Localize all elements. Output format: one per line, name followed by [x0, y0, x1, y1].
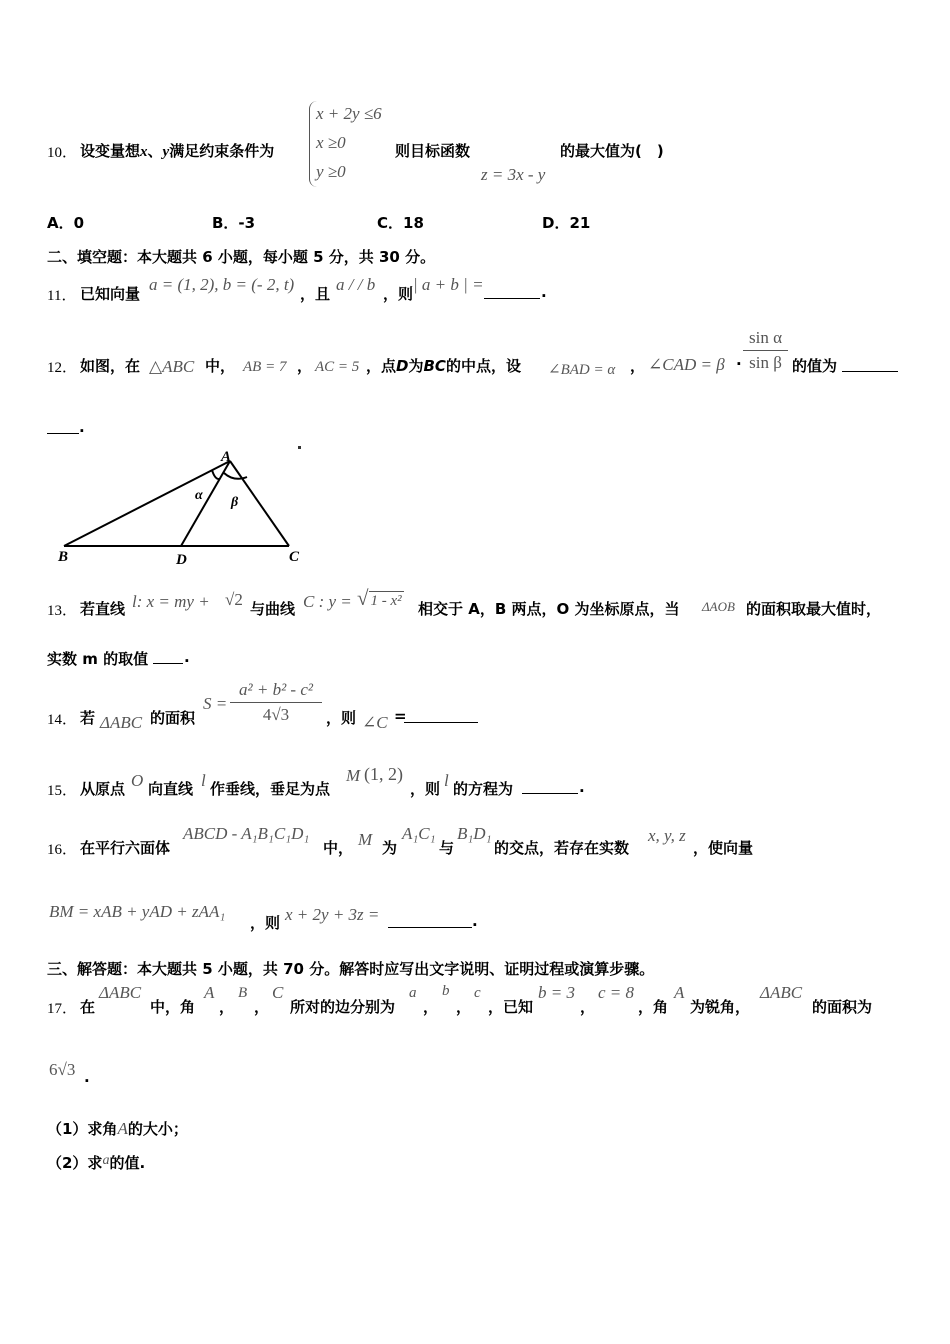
- q14-equals: =: [394, 707, 407, 725]
- q15-text-4: ，则: [410, 780, 441, 798]
- q15-line-l: l: [201, 771, 206, 790]
- q14-fraction: [230, 680, 322, 725]
- q17-part-2: [47, 1152, 145, 1173]
- q12-angle-bad: ∠BAD = α: [548, 362, 616, 378]
- q17-b-value: b = 3: [538, 983, 575, 1002]
- arc-beta: [224, 473, 247, 479]
- label-c: C: [289, 549, 300, 565]
- q10-option-b: B．-3: [212, 214, 256, 232]
- q11-answer-blank: [484, 282, 540, 299]
- q15-number: 15．: [47, 783, 78, 799]
- q17-comma-5: ，: [580, 998, 596, 1016]
- q14-fraction-denominator: 4√3: [262, 705, 290, 724]
- q13-text-4: 的面积取最大值时，: [746, 600, 882, 618]
- q15-point-m: M: [346, 766, 361, 785]
- q11-parallel: a / / b: [336, 275, 376, 294]
- q16-answer-blank: [388, 911, 472, 928]
- q10-objective: z = 3x - y: [481, 165, 546, 184]
- q13-answer-blank: [153, 647, 183, 664]
- q16-text-3: 为: [382, 839, 398, 857]
- q12-text-2: 中，: [205, 357, 236, 375]
- q17-part-2-label: （2）求: [47, 1154, 103, 1172]
- q13-sqrt-2: √2: [225, 590, 243, 609]
- q13-radical: [357, 586, 404, 611]
- q13-text-1: 若直线: [80, 600, 126, 618]
- q12-sep-1: ，: [297, 357, 313, 375]
- q10-sep: 、: [147, 142, 163, 160]
- q17-side-a: a: [409, 985, 417, 1001]
- q12-point-d: D: [396, 357, 409, 375]
- arc-alpha: [212, 470, 220, 479]
- q11-text-2: ，且: [300, 285, 331, 303]
- q17-text-6: 为锐角，: [690, 998, 751, 1016]
- q14-answer-blank: [404, 706, 478, 723]
- q11-text-3: ，则: [383, 285, 414, 303]
- q17-triangle: ΔABC: [99, 983, 142, 1002]
- q17-part-1: [47, 1118, 188, 1139]
- q14-triangle: ΔABC: [100, 713, 143, 732]
- q14-text-1: 若: [80, 709, 96, 727]
- q12-angle-cad: ∠CAD = β: [648, 355, 725, 374]
- q12-ac: AC = 5: [315, 359, 360, 375]
- q15-text-3: 作垂线，垂足为点: [210, 780, 331, 798]
- q13-text-3: 相交于 A，B 两点，O 为坐标原点，当: [418, 600, 680, 618]
- q17-side-c: c: [474, 985, 481, 1001]
- q17-angle-a-2: A: [674, 983, 685, 1002]
- q12-ratio: [743, 328, 788, 373]
- q17-comma-2: ，: [254, 998, 270, 1016]
- q16-diagonal-b1d1: B₁D₁: [457, 824, 492, 843]
- q12-answer-blank-1: [842, 355, 898, 372]
- q15-text-5: 的方程为: [453, 780, 514, 798]
- q15-answer-blank: [522, 777, 578, 794]
- q17-part-1-var: A: [117, 1119, 128, 1138]
- q16-text-1: 在平行六面体: [80, 839, 171, 857]
- q10-number: 10．: [47, 145, 78, 161]
- q17-side-b: b: [442, 983, 450, 999]
- q16-number: 16．: [47, 842, 78, 858]
- q15-tail: .: [579, 778, 585, 796]
- q15-line-l-2: l: [444, 771, 449, 790]
- q12-stem-mid: [366, 355, 521, 376]
- q17-triangle-2: ΔABC: [760, 983, 803, 1002]
- q10-constraint-3: y ≥0: [316, 162, 346, 181]
- q17-part-1-tail: 的大小；: [127, 1120, 188, 1138]
- q10-constraint-1: x + 2y ≤6: [316, 104, 382, 123]
- q12-ratio-numerator: sin α: [743, 328, 788, 351]
- q12-sep-2: ，: [630, 357, 646, 375]
- q14-s-equals: S =: [203, 694, 228, 713]
- q17-angle-b: B: [238, 985, 248, 1001]
- q11-number: 11．: [47, 288, 77, 304]
- q13-line-2: 实数 m 的取值: [47, 650, 149, 668]
- q16-reals: x, y, z: [648, 826, 686, 845]
- q16-sum: x + 2y + 3z =: [285, 905, 380, 924]
- q17-comma-4: ，: [456, 998, 472, 1016]
- q13-radical-sign: √: [357, 586, 369, 610]
- label-beta: β: [231, 495, 239, 510]
- q12-triangle-figure: [40, 440, 320, 575]
- q12-ab: AB = 7: [243, 359, 287, 375]
- q12-text-3: ，点: [366, 357, 397, 375]
- q14-fraction-numerator: a² + b² - c²: [230, 680, 322, 703]
- q10-option-c: C．18: [377, 214, 424, 232]
- q16-solid: ABCD - A₁B₁C₁D₁: [183, 824, 310, 843]
- q14-number: 14．: [47, 712, 78, 728]
- q13-line-equation: l: x = my +: [132, 592, 210, 611]
- q10-option-d: D．21: [542, 214, 591, 232]
- q16-tail: .: [472, 912, 478, 930]
- q11-tail: .: [541, 283, 547, 301]
- q16-vector-equation: BM = xAB + yAD + zAA₁: [49, 902, 226, 921]
- q10-option-a: A．0: [47, 214, 85, 232]
- section-2-heading: 二、填空题：本大题共 6 小题，每小题 5 分，共 30 分。: [47, 248, 436, 266]
- q17-number: 17．: [47, 1001, 78, 1017]
- q17-text-2: 中，角: [150, 998, 196, 1016]
- side-ac: [230, 461, 289, 546]
- q17-comma-1: ，: [219, 998, 235, 1016]
- q12-dot: ·: [736, 355, 742, 373]
- q11-vectors: a = (1, 2), b = (- 2, t): [149, 275, 295, 294]
- q11-text-1: 已知向量: [80, 285, 141, 303]
- q12-text-1: 如图，在: [80, 357, 141, 375]
- q11-magnitude: | a + b | =: [413, 275, 484, 294]
- q12-segment-bc: BC: [423, 357, 446, 375]
- figure-mark: [298, 446, 301, 449]
- q14-text-3: ，则: [326, 709, 357, 727]
- label-b: B: [58, 549, 69, 565]
- section-3-heading: 三、解答题：本大题共 5 小题，共 70 分。解答时应写出文字说明、证明过程或演算步骤。: [47, 960, 655, 978]
- q17-text-1: 在: [80, 998, 96, 1016]
- q10-text-4: 的最大值为( ): [560, 142, 664, 160]
- q10-text-3: 则目标函数: [395, 142, 471, 160]
- q17-angle-a: A: [204, 983, 215, 1002]
- q13-curve: C : y =: [303, 592, 352, 611]
- q12-ratio-denominator: sin β: [749, 353, 782, 372]
- q15-origin: O: [131, 771, 144, 790]
- label-alpha: α: [195, 488, 203, 503]
- q10-var-y: y: [162, 144, 170, 160]
- q17-c-value: c = 8: [598, 983, 635, 1002]
- q17-text-5: ，角: [638, 998, 669, 1016]
- q17-text-7: 的面积为: [812, 998, 873, 1016]
- label-a: A: [221, 449, 232, 465]
- q12-tail: .: [79, 418, 85, 436]
- q17-comma-3: ，: [423, 998, 439, 1016]
- q10-stem: [80, 140, 274, 161]
- q16-text-5: 的交点，若存在实数: [494, 839, 630, 857]
- q14-angle-c: ∠C: [362, 713, 388, 732]
- q12-text-6: 的值为: [792, 357, 838, 375]
- q16-point-m: M: [358, 830, 373, 849]
- q10-text-1: 设变量想: [80, 142, 141, 160]
- q12-triangle: △ABC: [149, 357, 195, 376]
- q17-area-value: 6√3: [49, 1060, 76, 1079]
- label-d: D: [176, 552, 187, 568]
- q16-text-2: 中，: [323, 839, 354, 857]
- q17-part-2-var: a: [102, 1153, 110, 1168]
- q14-text-2: 的面积: [150, 709, 196, 727]
- q16-diagonal-a1c1: A₁C₁: [402, 824, 436, 843]
- q17-text-4: ，已知: [488, 998, 534, 1016]
- q13-text-2: 与曲线: [250, 600, 296, 618]
- q10-text-2: 满足约束条件为: [169, 142, 275, 160]
- q16-text-7: ，则: [250, 914, 281, 932]
- q12-number: 12．: [47, 360, 78, 376]
- q13-number: 13．: [47, 603, 78, 619]
- q17-part-2-tail: 的值.: [109, 1154, 146, 1172]
- q12-answer-blank-2: [47, 417, 79, 434]
- q16-text-6: ，使向量: [693, 839, 754, 857]
- q15-coordinates: (1, 2): [364, 764, 403, 784]
- q15-text-1: 从原点: [80, 780, 126, 798]
- q10-var-x: x: [140, 144, 148, 160]
- q13-radicand: 1 - x²: [370, 593, 402, 609]
- q12-text-4: 为: [408, 357, 424, 375]
- q17-text-3: 所对的边分别为: [290, 998, 396, 1016]
- q15-text-2: 向直线: [148, 780, 194, 798]
- q17-part-1-label: （1）求角: [47, 1120, 118, 1138]
- q13-triangle-aob: ΔAOB: [702, 599, 735, 614]
- q10-constraint-2: x ≥0: [316, 133, 346, 152]
- q12-text-5: 的中点，设: [445, 357, 521, 375]
- q17-angle-c: C: [272, 983, 284, 1002]
- q17-tail: .: [84, 1068, 90, 1086]
- q13-tail: .: [184, 648, 190, 666]
- q16-text-4: 与: [439, 839, 455, 857]
